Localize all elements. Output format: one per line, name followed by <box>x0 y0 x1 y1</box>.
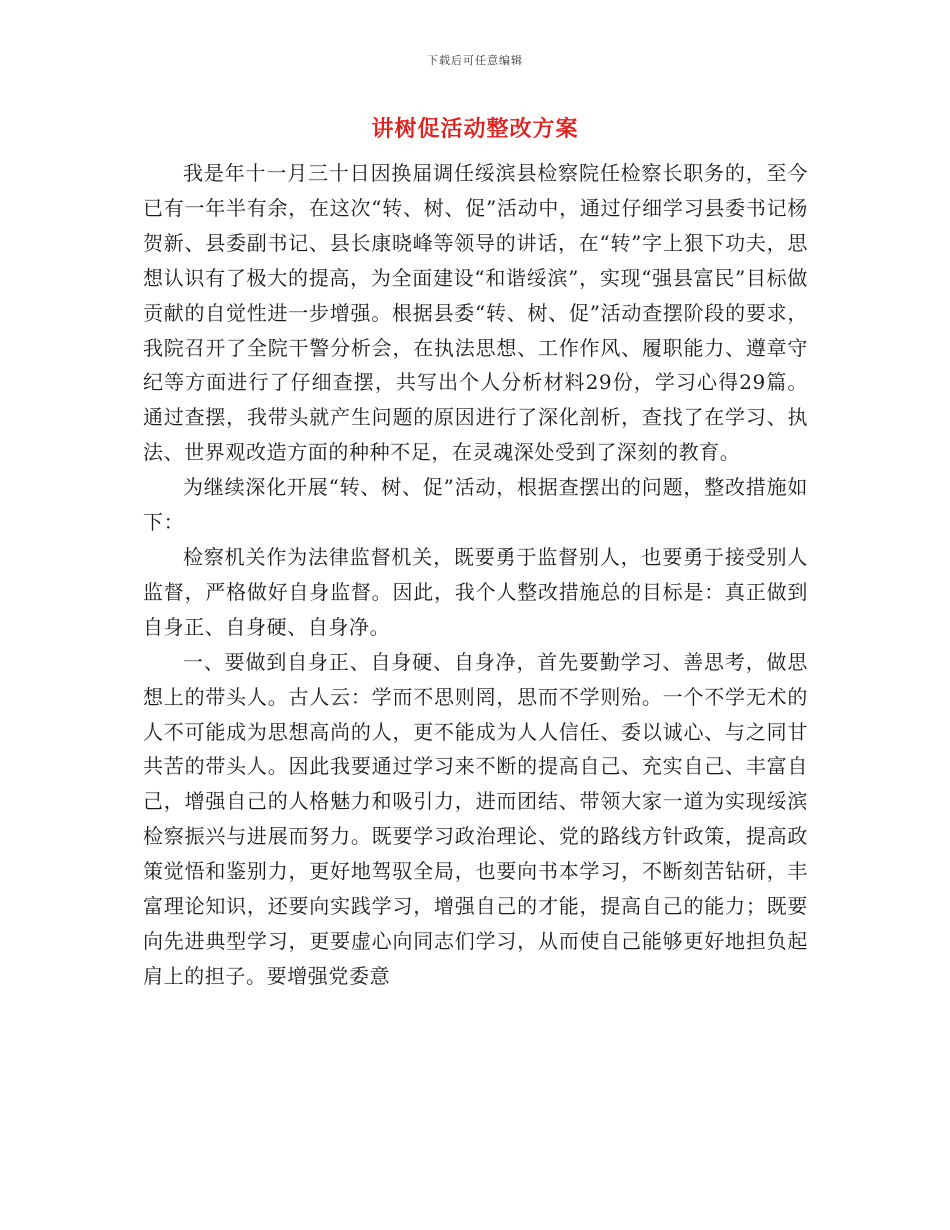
header-note: 下载后可任意编辑 <box>427 54 523 67</box>
paragraph-intro: 我是年十一月三十日因换届调任绥滨县检察院任检察长职务的，至今已有一年半有余，在这次“转、树、促”活动中，通过仔细学习县委书记杨贺新、县委副书记、县长康晓峰等领导的讲话，在“转”字上狠下功夫，思想认识有了极大的提高，为全面建设“和谐绥滨”，实现“强县富民”目标做贡献的自觉性进一步增强。根据县委“转、树、促”活动查摆阶段的要求，我院召开了全院干警分析会，在执法思想、工作作风、履职能力、遵章守纪等方面进行了仔细查摆，共写出个人分析材料29份，学习心得29篇。通过查摆，我带头就产生问题的原因进行了深化剖析，查找了在学习、执法、世界观改造方面的种种不足，在灵魂深处受到了深刻的教育。 <box>143 161 808 465</box>
paragraph-item-one: 一、要做到自身正、自身硬、自身净，首先要勤学习、善思考，做思想上的带头人。古人云：学而不思则罔，思而不学则殆。一个不学无术的人不可能成为思想高尚的人，更不能成为人人信任、委以诚心、与之同甘共苦的带头人。因此我要通过学习来不断的提高自己、充实自己、丰富自己，增强自己的人格魅力和吸引力，进而团结、带领大家一道为实现绥滨检察振兴与进展而努力。既要学习政治理论、党的路线方针政策，提高政策觉悟和鉴别力，更好地驾驭全局，也要向书本学习，不断刻苦钻研，丰富理论知识，还要向实践学习，增强自己的才能，提高自己的能力；既要向先进典型学习，更要虚心向同志们学习，从而使自己能够更好地担负起肩上的担子。要增强党委意 <box>143 649 808 988</box>
document-body <box>143 156 808 994</box>
paragraph-goal: 检察机关作为法律监督机关，既要勇于监督别人，也要勇于接受别人监督，严格做好自身监督。因此，我个人整改措施总的目标是：真正做到自身正、自身硬、自身净。 <box>143 544 808 639</box>
paragraph-measures-lead: 为继续深化开展“转、树、促”活动，根据查摆出的问题，整改措施如下： <box>143 475 808 535</box>
document-title: 讲树促活动整改方案 <box>371 116 579 142</box>
